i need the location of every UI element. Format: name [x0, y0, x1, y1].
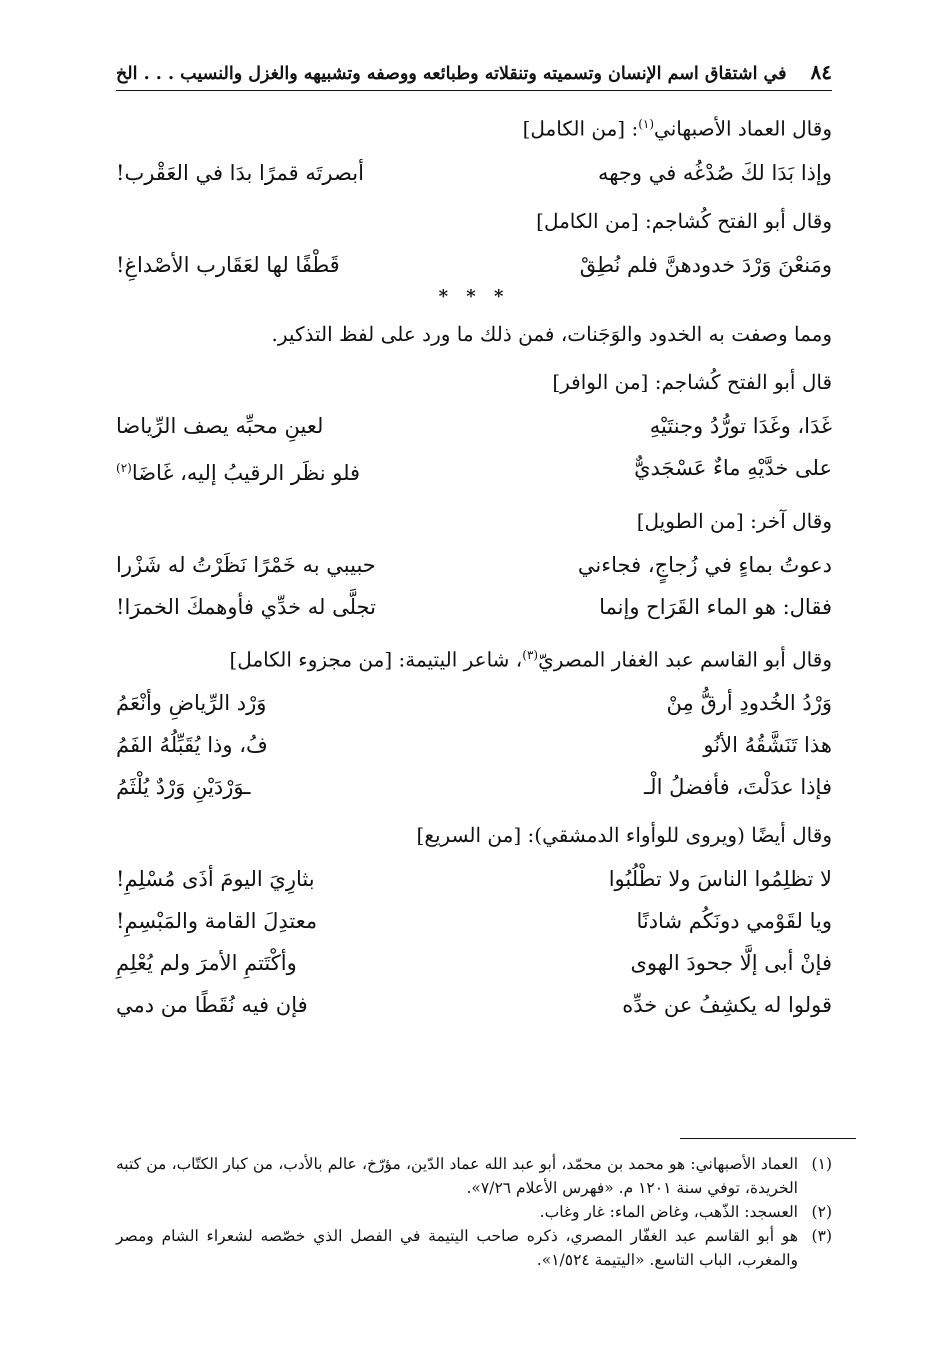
second-hemistich: فإن فيه نُقَطًا من دمي: [116, 993, 308, 1018]
main-content: [116, 109, 832, 1020]
footnote-text: العماد الأصبهاني: هو محمد بن محمّد، أبو عبد الله عماد الدّين، مؤرّخ، عالم بالأدب، من كبار الكتّاب، من كتبه الخريدة، توفي سنة ١٢٠١ م. «فهرس الأعلام ٧/٢٦».: [116, 1155, 798, 1197]
footnote: [116, 1224, 832, 1272]
intro-text: وقال العماد الأصبهاني: [654, 116, 832, 141]
first-hemistich: ومَنعْنَ وَرْدَ خدودهنَّ فلم نُطِقْ: [579, 252, 832, 277]
second-hemistich: بثارِيَ اليومَ أذَى مُسْلِمِ!: [116, 867, 315, 892]
footnote-number: (١): [811, 1155, 832, 1173]
first-hemistich: وَرْدُ الخُدودِ أرقُّ مِنْ: [666, 691, 832, 716]
verse-line: [116, 864, 832, 894]
page-body: [116, 60, 832, 1020]
footnote-number: (٢): [811, 1203, 832, 1221]
first-hemistich: دعوتُ بماءٍ في زُجاجٍ، فجاءني: [577, 552, 832, 577]
page-number: ٨٤: [810, 60, 832, 84]
first-hemistich: فإنْ أبى إلَّا جحودَ الهوى: [630, 951, 832, 976]
second-hemistich: أبصرتَه قمرًا بدَا في العَقْرب!: [116, 160, 364, 185]
second-hemistich: معتدِلَ القامة والمَبْسِمِ!: [116, 909, 318, 934]
footnote-ref[interactable]: (١): [638, 117, 655, 131]
hemistich-text: فلو نظَر الرقيبُ إليه، غَاضَا: [131, 460, 361, 485]
verse-line: [116, 250, 832, 280]
running-header: [116, 60, 832, 91]
footnote-ref[interactable]: (٢): [116, 460, 132, 475]
footnote-divider: [680, 1138, 856, 1139]
verse-line: [116, 453, 832, 488]
verse-line: [116, 592, 832, 622]
prose-line: ومما وصفت به الخدود والوَجَنات، فمن ذلك ما ورد على لفظ التذكير.: [271, 321, 832, 346]
footnote: [116, 1200, 832, 1224]
intro-line: [116, 109, 832, 144]
footnote-text: العسجد: الذّهب، وغاض الماء: غار وغاب.: [539, 1203, 798, 1221]
verse-line: [116, 550, 832, 580]
second-hemistich: [116, 453, 456, 488]
intro-line: [116, 640, 832, 675]
footnote: [116, 1152, 832, 1200]
verse-line: [116, 411, 832, 441]
section-separator: * * *: [438, 285, 510, 307]
second-hemistich: قَطْفًا لها لعَقَارب الأصْداغِ!: [116, 252, 340, 277]
first-hemistich: غَدَا، وغَدَا تورُّدُ وجنتَيْهِ: [649, 413, 832, 438]
footnote-ref[interactable]: (٣): [522, 647, 539, 662]
verse-line: [116, 688, 832, 718]
verse-line: [116, 948, 832, 978]
first-hemistich: فإذا عدَلْتَ، فأفضلُ الْـ: [644, 775, 832, 800]
verse-line: [116, 158, 832, 188]
meter-label: : [من الكامل]: [522, 116, 639, 141]
second-hemistich: وَرْد الرِّياضِ وأنْعَمُ: [116, 691, 267, 716]
first-hemistich: على خدَّيْهِ ماءٌ عَسْجَديٌّ: [634, 455, 832, 480]
intro-line: وقال أيضًا (ويروى للوأواء الدمشقي): [من السريع]: [416, 823, 832, 848]
second-hemistich: حبيبي به خَمْرًا نَظَرْتُ له شَزْرا: [116, 552, 376, 577]
intro-line: وقال آخر: [من الطويل]: [636, 508, 832, 533]
verse-line: [116, 990, 832, 1020]
second-hemistich: ـوَرْدَيْنِ وَرْدٌ يُلْثَمُ: [116, 775, 251, 800]
first-hemistich: فقال: هو الماء القَرَاح وإنما: [599, 594, 832, 619]
first-hemistich: ويا لقَوْمي دونَكُم شادنًا: [636, 909, 832, 934]
footnotes: [116, 1152, 832, 1272]
intro-line: قال أبو الفتح كُشاجم: [من الوافر]: [552, 369, 832, 394]
first-hemistich: هذا تَنَشَّقُهُ الأنُو: [703, 733, 832, 758]
meter-label: ، شاعر اليتيمة: [من مجزوء الكامل]: [229, 647, 523, 672]
footnote-text: هو أبو القاسم عبد الغفّار المصري، ذكره صاحب اليتيمة في الفصل الذي خصّصه لشعراء الشام ومصر والمغرب، الباب التاسع. «اليتيمة ١/٥٢٤».: [116, 1227, 798, 1269]
intro-text: وقال أبو القاسم عبد الغفار المصريّ: [538, 647, 832, 672]
first-hemistich: وإذا بَدَا لكَ صُدْغُه في وجهه: [597, 160, 832, 185]
intro-line: وقال أبو الفتح كُشاجم: [من الكامل]: [536, 208, 832, 233]
second-hemistich: وأكْتَتمِ الأمرَ ولم يُعْلِمِ: [116, 951, 297, 976]
second-hemistich: فُ، وذا يُقَبِّلُهُ الفَمُ: [116, 733, 268, 758]
second-hemistich: تجلَّى له خدِّي فأوهمكَ الخمرَا!: [116, 594, 376, 619]
verse-line: [116, 730, 832, 760]
second-hemistich: لعينِ محبِّه يصف الرِّياضا: [116, 413, 324, 438]
first-hemistich: لا تظلِمُوا الناسَ ولا تطْلُبُوا: [608, 867, 832, 892]
verse-line: [116, 772, 832, 802]
header-title: في اشتقاق اسم الإنسان وتسميته وتنقلاته وطبائعه ووصفه وتشبيهه والغزل والنسيب . . . الخ: [116, 64, 787, 84]
verse-line: [116, 906, 832, 936]
footnote-number: (٣): [811, 1227, 832, 1245]
first-hemistich: قولوا له يكشِفُ عن خدِّه: [622, 993, 832, 1018]
